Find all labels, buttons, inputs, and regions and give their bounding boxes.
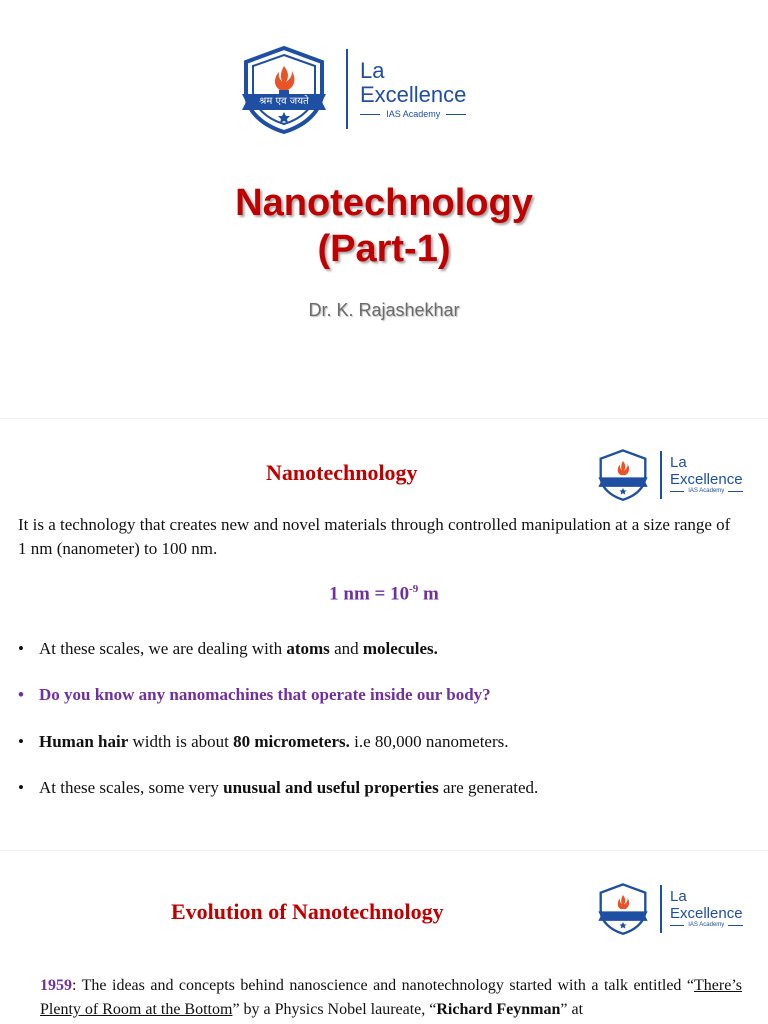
academy-shield-icon [596, 448, 650, 501]
logo-subtitle-row [670, 488, 743, 494]
equation-unit: m [418, 583, 439, 605]
list-item [18, 683, 748, 706]
nanometer-equation [0, 583, 768, 605]
logo-subtitle: IAS Academy [688, 922, 725, 928]
definition-text: It is a technology that creates new and novel materials through controlled manipulation at a size range of 1 nm (nanometer) to 100 nm. [18, 515, 731, 558]
history-text: ” by a Physics Nobel laureate, “ [232, 1001, 437, 1018]
logo-wordmark [670, 455, 743, 494]
bullet-text: width is about [128, 732, 234, 751]
bullet-dot: • [18, 732, 24, 751]
list-item [18, 730, 748, 753]
bullet-text: and [329, 639, 363, 658]
brand-logo [238, 44, 466, 134]
bullet-text: are generated. [438, 778, 539, 797]
logo-rule-right [728, 491, 742, 492]
logo-divider [346, 49, 348, 129]
bullet-text: i.e 80,000 nanometers. [349, 732, 509, 751]
logo-excellence: Excellence [670, 904, 743, 922]
academy-shield-icon [238, 44, 330, 134]
key-points-list [18, 637, 748, 799]
logo-wordmark [360, 59, 466, 119]
bullet-dot: • [18, 685, 24, 704]
logo-subtitle: IAS Academy [688, 488, 725, 494]
shield-motto: श्रम एव जयते [259, 96, 309, 107]
presentation-title-line1: Nanotechnology [235, 182, 533, 224]
history-paragraph [40, 974, 742, 1022]
brand-logo-small [596, 448, 743, 501]
logo-la: La [670, 888, 687, 905]
logo-excellence: Excellence [360, 82, 467, 107]
bullet-bold: unusual and useful properties [223, 778, 439, 797]
logo-rule-right [728, 925, 742, 926]
history-year: 1959 [40, 977, 72, 994]
equation-exponent: -9 [409, 583, 419, 595]
list-item [18, 637, 748, 660]
logo-subtitle-row [360, 109, 466, 119]
logo-rule-right [446, 114, 466, 115]
bullet-bold: atoms [286, 639, 330, 658]
bullet-text: At these scales, some very [39, 778, 224, 797]
logo-subtitle-row [670, 922, 743, 928]
slide-heading: Nanotechnology [266, 460, 418, 485]
slide-separator [0, 418, 768, 419]
history-text: : The ideas and concepts behind nanoscience and nanotechnology started with a talk entitled “ [72, 977, 695, 994]
bullet-bold: Human hair [39, 732, 129, 751]
bullet-bold: molecules. [362, 639, 438, 658]
presentation-title-line2: (Part-1) [317, 228, 451, 270]
question-text: Do you know any nanomachines that operate inside our body? [39, 685, 491, 704]
bullet-dot: • [18, 639, 24, 658]
logo-divider [660, 885, 662, 933]
logo-excellence: Excellence [670, 470, 743, 488]
logo-rule-left [670, 491, 684, 492]
equation-lhs: 1 nm = 10 [329, 583, 410, 605]
title-slide [0, 0, 768, 410]
bullet-dot: • [18, 778, 24, 797]
history-text: ” at [560, 1001, 584, 1018]
bullet-text: At these scales, we are dealing with [39, 639, 287, 658]
academy-shield-icon [596, 882, 650, 935]
logo-rule-left [670, 925, 684, 926]
bullet-bold: 80 micrometers. [233, 732, 350, 751]
slide-separator [0, 850, 768, 851]
logo-divider [660, 451, 662, 499]
author-name: Dr. K. Rajashekhar [308, 300, 460, 320]
logo-la: La [360, 57, 385, 83]
brand-logo-small [596, 882, 743, 935]
talk-title: There’s Plenty of Room at the Bottom [40, 977, 742, 1018]
logo-wordmark [670, 889, 743, 928]
logo-la: La [670, 454, 687, 471]
logo-rule-left [360, 114, 380, 115]
person-name: Richard Feynman [436, 1001, 561, 1018]
logo-subtitle: IAS Academy [386, 109, 441, 120]
list-item [18, 776, 748, 799]
slide-heading: Evolution of Nanotechnology [171, 899, 444, 924]
